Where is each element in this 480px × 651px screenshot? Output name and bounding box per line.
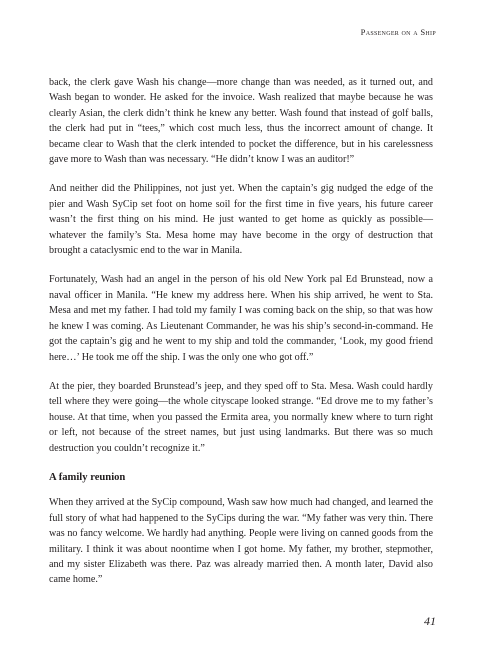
paragraph-3: Fortunately, Wash had an angel in the person of his old New York pal Ed Brunstead, now a naval officer in Manila. “He knew my address here. When his ship arrived, he went to Sta. Mesa and met my father. I had told my family I was coming back on the ship, so that was how he knew I was coming. As Lieutenant Commander, he was his ship’s second-in-command. He got the captain’s gig and he went to my ship and told the commander, ‘Look, my good friend here…’ He took me off the ship. I was the only one who got off.” <box>49 274 433 363</box>
page-number: 41 <box>424 614 436 628</box>
running-head-title: Passenger on a Ship <box>360 27 436 37</box>
paragraph-2: And neither did the Philippines, not just yet. When the captain’s gig nudged the edge of the pier and Wash SyCip set foot on home soil for the first time in five years, his future career wasn’t the first thing on his mind. He just wanted to get home as quickly as possible—whatever the family’s Sta. Mesa home may have become in the orgy of destruction that brought a cataclysmic end to the war in Manila. <box>49 183 433 257</box>
body-text <box>49 75 433 602</box>
paragraph-5: When they arrived at the SyCip compound, Wash saw how much had changed, and learned the full story of what had happened to the SyCips during the war. “My father was very thin. There was no fancy welcome. We hardly had anything. People were living on canned goods from the military. I think it was about noontime when I got home. My father, my brother, stepmother, and my sister Elizabeth was there. Paz was already married then. A month later, David also came home.” <box>49 497 433 586</box>
paragraph-1: back, the clerk gave Wash his change—more change than was needed, as it turned out, and Wash began to wonder. He asked for the invoice. Wash realized that maybe because he was clearly Asian, the clerk didn’t think he knew any better. Wash found that instead of golf balls, the clerk had put in “tees,” which cost much less, thus the incorrect amount of change. It became clear to Wash that the clerk intended to pocket the difference, but in his carelessness gave more to Wash than was necessary. “He didn’t know I was an auditor!” <box>49 77 433 166</box>
section-heading: A family reunion <box>49 471 126 483</box>
paragraph-4: At the pier, they boarded Brunstead’s jeep, and they sped off to Sta. Mesa. Wash could hardly tell where they were going—the whole cityscape looked strange. “Ed drove me to my father’s house. At that time, when you passed the Ermita area, you normally knew where to turn right or left, not because of the street names, but just using landmarks. But there was so much destruction you couldn’t recognize it.” <box>49 380 433 454</box>
